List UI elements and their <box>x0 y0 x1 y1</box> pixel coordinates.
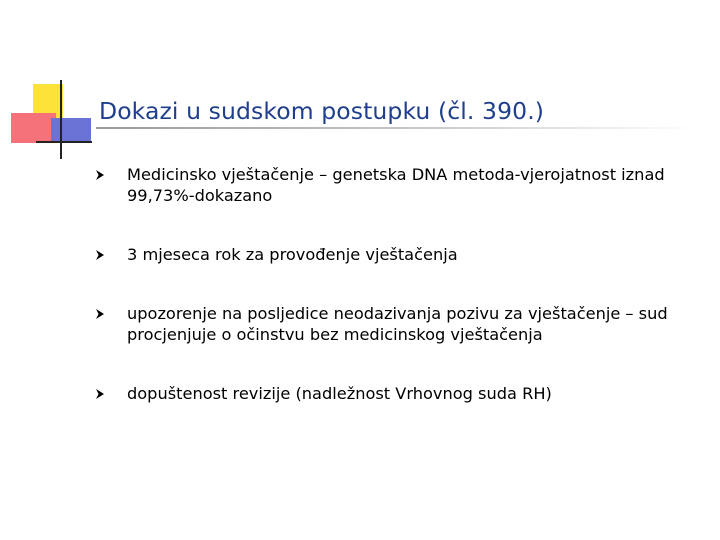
arrowhead-bullet-icon <box>96 383 106 404</box>
bullet-list <box>90 164 690 404</box>
bullet-text: Medicinsko vještačenje – genetska DNA metoda-vjerojatnost iznad 99,73%-dokazano <box>127 165 665 205</box>
bullet-text: dopuštenost revizije (nadležnost Vrhovnog suda RH) <box>127 384 552 403</box>
list-item <box>90 164 690 206</box>
list-item <box>90 383 690 404</box>
logo-horizontal-line <box>36 141 92 143</box>
bullet-text: upozorenje na posljedice neodazivanja pozivu za vještačenje – sud procjenjuje o očinstvu bez medicinskog vještačenja <box>127 304 668 344</box>
arrowhead-bullet-icon <box>96 303 106 324</box>
title-underline <box>96 127 696 129</box>
logo-blue-square <box>51 118 91 143</box>
logo-vertical-line <box>60 80 62 159</box>
list-item <box>90 244 690 265</box>
arrowhead-bullet-icon <box>96 244 106 265</box>
arrowhead-bullet-icon <box>96 164 106 185</box>
logo-pink-square <box>11 113 56 143</box>
slide-logo-icon <box>0 0 100 170</box>
list-item <box>90 303 690 345</box>
bullet-text: 3 mjeseca rok za provođenje vještačenja <box>127 245 458 264</box>
slide-title: Dokazi u sudskom postupku (čl. 390.) <box>99 97 545 125</box>
